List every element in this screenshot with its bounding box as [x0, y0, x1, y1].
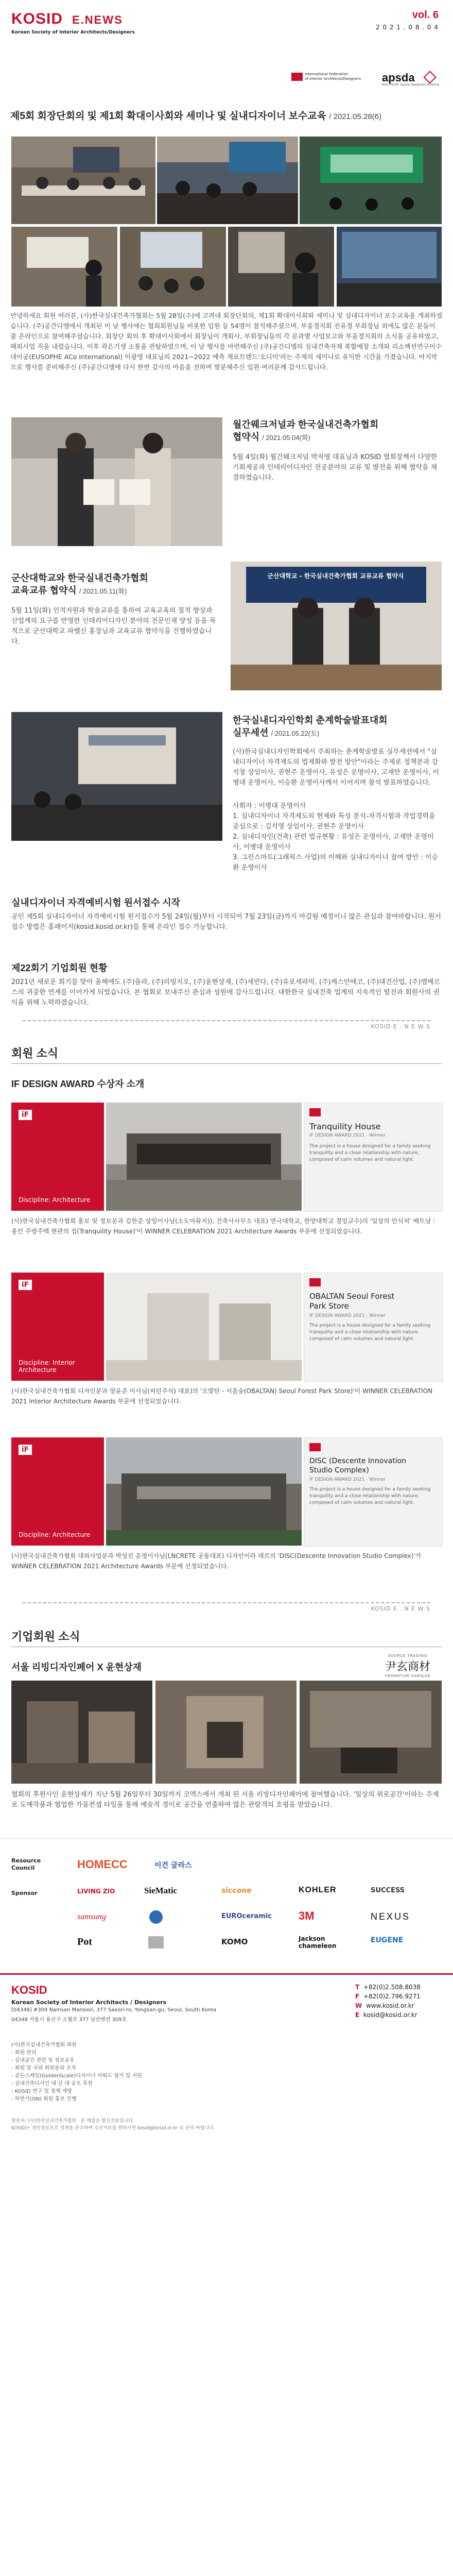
ifi-line1: International Federation: [305, 72, 349, 76]
sponsor-livingzio: LIVING ZIO: [77, 1888, 115, 1895]
footer-small-print: [11, 2117, 442, 2132]
award-card-2-info: [304, 1273, 443, 1382]
phone-icon: T: [355, 1984, 360, 1991]
photo-seminar-2: [120, 227, 226, 307]
article3-title-line1: 군산대학교와 한국실내건축가협회: [11, 573, 148, 583]
sponsor-siccone: siccone: [221, 1887, 252, 1895]
footer-note: - 하반기(ON) 회원 홍보 진행: [11, 2096, 77, 2102]
yoonhyun-logo-ko: 尹玄商材: [385, 1660, 430, 1673]
article4-body: (사)한국실내디자인학회에서 주최하는 춘계학술발표 실무세션에서 "실내디자이너 자격제도의 법제화와 발전 방안"이라는 주제로 정책분과 강석창 상임이사, 권현주 운영이사, 유성은 운영이사, 고재만 운영이사, 이병대 운영이사, 이승환 운영이사께서 이어지며 참석 발표하였습니다.: [233, 748, 440, 787]
footer-note: (사)한국실내건축가협회 회원: [11, 2042, 77, 2048]
corporate-title: 서울 리빙디자인페어 X 윤현상재: [11, 1662, 142, 1672]
apsda-logo: apsda: [382, 71, 415, 84]
sponsor-samsung: samsung: [77, 1912, 107, 1921]
award-caption-2: (사)한국실내건축가협회 디자인분과 양윤준 이사님(씨던주식) 대표)의 '오발탄 - 서울숲(OBALTAN) Seoul Forest Park Store)'이 WINNER CELEBRATION 2021 Interior Architecture Awards 부문에 선정되었습니다.: [11, 1387, 433, 1405]
footer-note: - 회원 및 국외 회원분과 조직: [11, 2065, 76, 2071]
article3-title-line2: 교육교류 협약식: [11, 585, 77, 596]
sponsor-pot: Pot: [77, 1936, 92, 1947]
award-card-1-sub: IF DESIGN AWARD 2021 · Winner: [309, 1133, 386, 1138]
article3-body: 5월 11일(화) 인적자원과 학술교류를 통하여 교육교육의 질적 향상과 산업계의 요구를 반영한 인테리어디자인 분야의 전문인재 양성 등을 목적으로 군산대학교 파밸신 홍장님과 교육교류 협약식을 진행하였습니다.: [11, 607, 216, 646]
org-name: Korean Society of Interior Architects/Designers: [11, 30, 135, 35]
article6-title: 제22회기 기업회원 현황: [11, 963, 108, 973]
award-card-1-info: [304, 1103, 443, 1212]
apsda-sub: Asia Pacific Space Designers Alliance: [382, 83, 440, 87]
issue-date: 2 0 2 1 . 0 8 . 0 4: [375, 24, 439, 31]
sponsor-kohler: KOHLER: [299, 1886, 337, 1894]
article4-list-item-2: 2. 실내디자인(건축) 관련 법규현황 : 유성은 운영이사, 고재만 운영이사, 이병대 운영이사: [233, 833, 434, 851]
sponsor-homecc: HOMECC: [77, 1858, 128, 1871]
apsda-mark: [423, 71, 436, 83]
footer-mail[interactable]: kosid@kosid.or.kr: [363, 2011, 417, 2019]
corporate-body: 협회의 후원사인 윤현상재가 지난 5월 26일부터 30일까지 코엑스에서 개최 된 서울 리빙디자인페어에 참여했습니다. '일상의 위로공간'이라는 주제로 도예작품과 협업한 가뭄컨셉 타일을 통해 예술적 경이로 공간을 연출하여 많은 관람객의 호평을 받았습니다.: [11, 1791, 439, 1809]
article4-title: [233, 714, 444, 740]
article3-title: [11, 572, 217, 598]
footer-address-en: [04348] #309 Namsan Mansion, 377 Saeori-ro, Yongsan-gu, Seoul, South Korea: [11, 2007, 217, 2013]
footer-logo: KOSID: [11, 1984, 47, 1996]
award-caption-1: (사)한국실내건축가협회 홍보 및 정보분과 김한준 상임이사님(소도아뮤지)), 건축사사무소 대표) 연극대학교, 한양대학교 겸임교수)의 '일상의 안식처' 베트남 : 용인 주방주택 현관의 집(Tranquility House)'이 WINNER CELEBRATION 2021 Architecture Awards 부문에 선정되었습니다.: [11, 1217, 435, 1235]
sponsor-eagon: 이건 글라스: [154, 1861, 192, 1870]
photo-seminar-3: [228, 227, 334, 307]
award-card-3-red: [11, 1437, 104, 1546]
volume: vol. 6: [412, 9, 439, 21]
article2-title-line2: 협약식: [233, 432, 260, 442]
footer-note: - KOSID 연구 및 정책 개발: [11, 2089, 73, 2094]
footer-fax: +82(0)2.796.9271: [363, 1993, 421, 2000]
footer-note: - 실내공간 관련 및 정보공유: [11, 2058, 75, 2063]
ifi-text: [305, 72, 361, 81]
if-mini-logo-icon: [309, 1443, 321, 1451]
footer-address-ko: 04348 서울시 용산구 소월로 377 남산맨션 309호: [11, 2017, 127, 2023]
award-card-3-info: [304, 1437, 443, 1547]
members-section-title: 회원 소식: [11, 1047, 59, 1060]
footer-small-1: 발송처: (사)한국실내건축가협회 · 본 메일은 발신전용입니다.: [11, 2119, 134, 2124]
sponsor-success: SUCCESS: [371, 1887, 405, 1894]
footer-top-bar: [0, 1973, 453, 1975]
footer-org: Korean Society of Interior Architects / Designers: [11, 1999, 166, 2006]
photo-agreement-webzine: [11, 417, 222, 546]
article3-date: / 2021.05.11(화): [79, 587, 127, 595]
award-card-1-title: Tranquility House: [309, 1122, 381, 1131]
corporate-section-title: 기업회원 소식: [11, 1630, 80, 1643]
header: [0, 0, 453, 87]
award-card-3-discipline: Discipline: Architecture: [19, 1531, 91, 1538]
enews-label: E.NEWS: [72, 13, 123, 26]
footer-note: - 실내건축디자인 대 산 대 공모 후원: [11, 2081, 93, 2087]
award-card-1-red: [11, 1103, 104, 1211]
award-card-2-sub: IF DESIGN AWARD 2021 · Winner: [309, 1313, 386, 1318]
footer-small-2: KOSID는 개인정보보호 정책을 준수하며 수신거부를 원하시면 kosid@kosid.or.kr 로 문의 바랍니다.: [11, 2126, 215, 2131]
photo-conference: [11, 712, 222, 841]
article2-title: [233, 418, 439, 444]
photo-seminar-1: [11, 227, 117, 307]
sponsor-label: Sponsor: [11, 1890, 38, 1896]
article2-title-line1: 월간웨크저널과 한국실내건축가협회: [233, 419, 379, 430]
footer-notes: [11, 2041, 142, 2103]
award-card-2-red: [11, 1273, 104, 1381]
footer-contacts: [355, 1984, 421, 2019]
article4-list-item-1: 1. 실내디자이너 자격제도의 현재와 특성 분석-자격시험과 작업경력을 중심으로 : 김석영 상임이사, 권현주 운영이사: [233, 812, 435, 831]
sponsor-eugene: EUGENE: [371, 1936, 404, 1944]
ifi-line2: of Interior Architects/Designers: [305, 77, 361, 81]
members-rule: [11, 1063, 442, 1064]
divider-2: [23, 1602, 430, 1603]
award-card-3-photo: [106, 1437, 302, 1546]
photo-meeting-3: [300, 137, 442, 224]
sponsor-mark-icon: [148, 1936, 164, 1948]
sponsor-siematic: SieMatic: [144, 1886, 178, 1895]
footer-note: - 골든스케일(GoldenScale)디자이너 어워드 참가 및 지원: [11, 2073, 142, 2079]
article4-list: [233, 801, 441, 873]
sponsor-globe-icon: [149, 1910, 163, 1924]
resource-council-label: Resource Council: [11, 1857, 41, 1871]
sponsor-jackson: Jackson chameleon: [299, 1935, 337, 1950]
article1-date: / 2021.05.28(6): [329, 112, 382, 121]
photo-meeting-1: [11, 137, 155, 224]
article2-body: 5월 4일(화) 월간웨크저널 박자영 대표님과 KOSID 협회장께서 다양한 기회제공과 인테리어디자인 전공분야의 교류 및 발전을 위해 협약을 체결하였습니다.: [233, 453, 438, 482]
award-card-2-discipline: Discipline: Interior Architecture: [19, 1359, 75, 1374]
award-title: IF DESIGN AWARD 수상자 소개: [11, 1079, 145, 1089]
award-card-2-title-line2: Park Store: [309, 1301, 349, 1311]
article4-title-line2: 실무세션: [233, 727, 269, 738]
if-mini-logo-icon: [309, 1108, 321, 1116]
award-card-1-desc: The project is a house designed for a family seeking tranquility and a close relationship with nature, composed of calm volumes and natural light.: [309, 1144, 431, 1162]
kosid-logo: KOSID: [11, 10, 63, 27]
award-card-1-discipline: Discipline: Architecture: [19, 1196, 91, 1204]
photo-seminar-4: [337, 227, 442, 307]
article4-title-line1: 한국실내디자인학회 춘계학술발표대회: [233, 715, 388, 725]
gunsan-banner: 군산대학교 - 한국실내건축가협회 교류교류 협약식: [267, 572, 404, 580]
article1-title: [10, 108, 443, 122]
award-card-2-desc: The project is a house designed for a family seeking tranquility and a close relationship with nature, composed of calm volumes and natural light.: [309, 1323, 431, 1342]
if-logo-icon: iF: [19, 1280, 32, 1290]
award-card-3-sub: IF DESIGN AWARD 2021 · Winner: [309, 1477, 386, 1482]
if-logo-icon: iF: [19, 1445, 32, 1455]
sponsor-rule: [0, 1838, 453, 1839]
ifi-logo: [291, 73, 303, 81]
photo-fair-1: [11, 1681, 152, 1784]
sponsor-komo: KOMO: [221, 1937, 248, 1946]
award-card-3-desc: The project is a house designed for a family seeking tranquility and a close relationship with nature, composed of calm volumes and natural light.: [309, 1487, 431, 1505]
if-logo-icon: iF: [19, 1110, 32, 1120]
award-card-2-title-line1: OBALTAN Seoul Forest: [309, 1292, 395, 1301]
footer-web[interactable]: www.kosid.or.kr: [365, 2002, 414, 2009]
photo-fair-3: [300, 1681, 442, 1784]
award-card-2-title: [309, 1292, 394, 1311]
yoonhyun-logo: [377, 1654, 439, 1678]
web-icon: W: [355, 2002, 362, 2009]
article5-title: 실내디자이너 자격예비시험 원서접수 시작: [11, 897, 180, 908]
award-card-1-photo: [106, 1103, 302, 1211]
article2-date: / 2021.05.04(화): [262, 434, 310, 442]
award-card-3-title: [309, 1456, 406, 1475]
sponsor-nexus: NEXUS: [371, 1911, 411, 1922]
yoonhyun-logo-sub: YOONHYUN SANGJAE: [385, 1674, 431, 1678]
footer-note: - 회원 관리: [11, 2050, 37, 2056]
award-card-2-photo: [106, 1273, 302, 1381]
article1-title-text: 제5회 회장단회의 및 제1회 확대이사회와 세미나 및 실내디자이너 보수교육: [10, 111, 326, 122]
article4-date: / 2021.05.22(토): [271, 730, 320, 737]
photo-meeting-2: [157, 137, 298, 224]
award-card-3-title-line2: Studio Complex): [309, 1466, 369, 1475]
article6-body: 2021년 새로운 회기를 맞아 올해에도 (주)올라, (주)리빙지오, (주)윤현상재, (주)세빈다, (주)유로세라믹, (주)케스안에코, (주)대건산업, (주)엠베르스의 귀중한 연계를 이어가게 되었습니다. 본 협회로 보내주신 관심과 성원에 감사드립니다. 대한한국 실내건축 업계의 지속적인 발전과 회원사의 권익을 위해 노력하겠습니다.: [11, 978, 441, 1007]
mail-icon: E: [355, 2011, 360, 2019]
photo-agreement-gunsan: [231, 562, 442, 690]
footer-band-1: KOSID E . N E W S: [371, 1023, 430, 1030]
article1-body: 안녕하세요 회원 여러분, (사)한국실내건축가협회는 5월 28일(수)에 고려대 회장단회의, 제1회 확대이사회와 세미나 및 실내디자이너 보수교육을 개최하였습니다. (주)공간디엠에서 개최된 이 날 행사에는 협회회원님들 비롯한 임원 등 54명이 참석해주셨으며, 부울경지회 진유경 부회장님 외에도 많은 분들이 줌 온라인으로 참여해주셨습니다. 회장단 회의 후 확대이사회에서 회장님이 개회사, 부회장님들의 각 분과별 사업보고와 부울경지회의 소식을 공유하였고, 해외사업 직을 내렸습니다. 이후 곽은기생 소통을 관탑하였으며, 이 날 행사를 마련해주신 (주)공간디엠의 실내건축자재 복합매장 소개와 리소렉션연구이수네이공(EUSOPHE ACo International) 이광영 대표님의 2021~2022 예측 재료트렌드'오디이'라는 주제의 세미나로 유익한 시간을 가졌습니다. 마지막으로 행사를 준비해주신 (주)공간디엠에 다시 한번 감사의 마음을 전하며 발분해주신 임원·여러분께 감사드립니다.: [10, 312, 443, 371]
footer-band-2: KOSID E . N E W S: [371, 1605, 430, 1612]
footer-tel: +82(0)2.508.8038: [363, 1984, 421, 1991]
yoonhyun-logo-en: SOURCE TRADING: [388, 1654, 428, 1658]
award-caption-3: (사)한국실내건축가협회 대외사업분과 박성진 운영이사님(LNCRETE 공동대표) 디자인이라 데르의 'DISC(Descente Innovation Studio Complex)'가 WINNER CELEBRATION 2021 Architecture Awards 부문에 선정되었습니다.: [11, 1552, 422, 1570]
sponsor-3m: 3M: [299, 1909, 315, 1922]
article5-body: 공인 제5회 실내디자이너 자격예비시험 원서접수가 5월 24일(월)부터 시작되어 7월 23일(금)까지 마감될 예정이니 많은 관심과 참여바랍니다. 원서접수 방법은 홈페이지(kosid.kosid.or.kr)를 통해 온라인 접수 가능합니다.: [11, 913, 441, 931]
award-card-3-title-line1: DISC (Descente Innovation: [309, 1457, 407, 1465]
article4-list-head: 사회자 : 이병대 운영이사: [233, 802, 306, 810]
fax-icon: F: [355, 1993, 360, 2000]
sponsor-euroceramic: EUROceramic: [221, 1912, 272, 1920]
article4-list-item-3: 3. 그린스마트(그래픽스 사업)의 이해와 실내디자이너 참여 방안 : 이승환 운영이사: [233, 854, 439, 872]
photo-fair-2: [155, 1681, 297, 1784]
divider-1: [23, 1020, 430, 1021]
if-mini-logo-icon: [309, 1278, 321, 1286]
